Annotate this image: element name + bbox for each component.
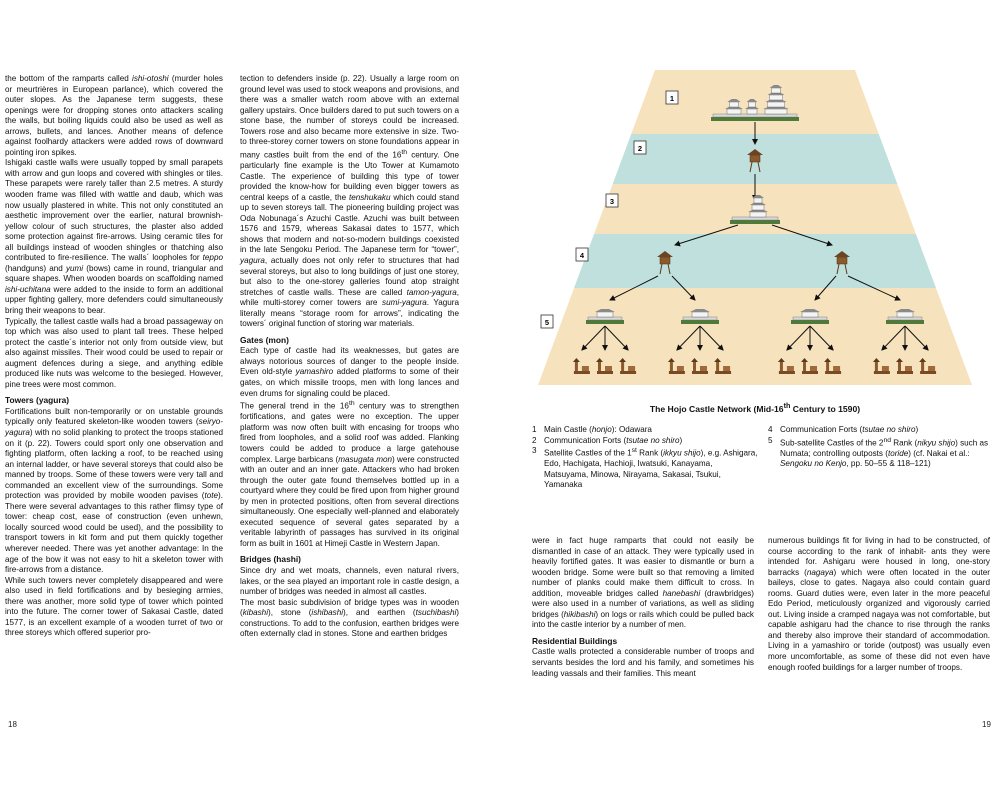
text-run: Typically, the tallest castle walls had a broad passageway on top which was also used to plant tall trees. These helped protect the castle´s interior not only from outside view, but also against missiles. Their wood could be used to repair or augment defences during a siege, and anything edible produced like nuts was welcome to the besieged. However, pine trees were most common. — [5, 316, 223, 389]
text-run: numerous buildings fit for living in had to be constructed, of course according to the rank of inhabit- ants they were intended for. Ashigaru were housed in long, one-story barracks ( — [768, 536, 990, 577]
italic-term: yamashiro — [295, 367, 334, 377]
legend-number: 5 — [768, 435, 773, 445]
superscript: th — [401, 148, 408, 156]
text-run: . Yagura literally means “storage room for arrows”, indicating the towers´ original function of storing war materials. — [240, 298, 459, 329]
text-run: were added to the inside to form an additional upper fighting gallery, more defenders could simultaneously bring their weapons to bear. — [5, 284, 223, 316]
text-run: Ishigaki castle walls were usually topped by small parapets with arrow and gun loops and covered with shingles or tiles. These parapets were rarely taller than 2.5 metres. A sturdy wooden frame was filled with wattle and daub, which was now usually plastered in white. This not only constituted an aesthetic improvement over the earlier, natural brownish-yellow colour of such structures, the plaster also added some protection against fire-arrows. Using ceramic tiles for all buildings instead of wooden shingles or thatching also contributed to fire-resilience. The walls´ loopholes for — [5, 158, 223, 263]
text-run: , actually does not only refer to structures that had several storeys, but also to long buildings of just one storey, but also to the one-storey galleries found atop straight stretches of castle walls. These are called — [240, 256, 459, 297]
legend-right — [768, 425, 993, 470]
text-run: ): Odawara — [611, 425, 652, 434]
right-page-column-1 — [532, 536, 754, 679]
italic-term: tsutae no shiro — [862, 425, 916, 434]
text-run: Since dry and wet moats, channels, even natural rivers, lakes, or the sea played an important role in castle design, a number of bridges was needed in almost all castles. — [240, 565, 459, 597]
text-run: Satellite Castles of the 1 — [544, 448, 632, 458]
paragraph — [240, 399, 459, 549]
legend-left — [532, 425, 758, 491]
text-run: Communication Forts ( — [780, 425, 863, 434]
legend-number: 4 — [768, 425, 773, 434]
text-run: ) — [915, 425, 919, 434]
page-number-right: 19 — [982, 720, 991, 729]
text-run: added platforms to some of their gates, on which missile troops, men with long lances and even drums for signaling could be placed. — [240, 367, 459, 398]
legend-item — [768, 436, 993, 470]
section-heading: Bridges (hashi) — [240, 554, 301, 565]
italic-term: hanebashi — [662, 588, 701, 598]
text-run: century was to strengthen fortifications, and gates were no exception. The upper platform was now often built with encasing for troops who fired from loopholes, and a solid roof was added. Flanking towers could be added to produce a large gatehouse complex. Large barbicans ( — [240, 401, 460, 464]
text-run: Rank ( — [636, 448, 664, 458]
italic-term: teppo — [202, 253, 223, 263]
section-heading: Residential Buildings — [532, 635, 618, 646]
legend-item — [532, 436, 758, 447]
text-run: , pp. 50–55 & 118–121) — [846, 459, 931, 469]
italic-term: tamon-yagura — [406, 287, 457, 297]
legend-item — [532, 425, 758, 436]
text-run: ) which were often located in the outer baileys, close to gates. Nagaya also could contain guard rooms. Guard duties were, even later in the more peaceful Edo Period, meticulously organized and vigorously carried out. Living inside a cramped nagaya was not comfortable, but capable ashigaru had the chance to rise through the ranks and thereby also improve their standard of accommodation. Living in a yamashiro or toride (outpost) was usually even more uncomfortable, as some of these did not even have enough roofed buildings for a larger number of troops. — [768, 567, 990, 672]
italic-term: toride — [887, 448, 909, 458]
italic-term: yumi — [65, 263, 84, 273]
text-run: ) with no solid planking to protect the troops stationed on it (p. 22). Towers could sport only one observation and fighting platform, often lacking a roof, to be reached using an internal ladder, or have several storeys that could also be manned by troops. Some of these towers were very tall and commanded an excellent view of the surroundings. Some protection was provided by mobile wooden pavises ( — [5, 428, 223, 501]
legend-text — [780, 436, 993, 470]
legend-number: 3 — [532, 446, 537, 455]
text-run: Communication Forts ( — [544, 435, 627, 445]
text-run: ) on logs or rails which could be pulled back into the castle interior by a number of men. — [532, 609, 754, 630]
text-run: ). There were several advantages to this rather flimsy type of tower: cheap cost, ease of construction (even unhewn, locally sourced wood could be used), and the possibility to transport towers in kit form and put them quickly together wherever needed. There was yet another advantage: In the age of the bow it was not easy to hit a skeleton tower with fire-arrows from a distance. — [5, 491, 223, 575]
page-number-left: 18 — [8, 720, 17, 729]
left-page-column-2 — [240, 74, 459, 640]
text-run: were in fact huge ramparts that could not easily be dismantled in case of an attack. They were typically used in heavily fortified gates. It was easier to dismantle or burn a wooden bridge. Some were built so that removing a limited number of planks could make them difficult to cross. In addition, moveable bridges called — [532, 536, 754, 598]
italic-term: tsuchibashi — [415, 608, 457, 618]
text-run: century. One particularly fine example is the Uto Tower at Kumamoto Castle. The experience of building this type of tower provided the know-how for building even bigger towers as central keeps of a castle, the — [240, 150, 459, 202]
italic-term: seiryo-yagura — [5, 417, 223, 437]
level-label: 5 — [544, 318, 550, 327]
text-run: Each type of castle had its weaknesses, but gates are always notorious sources of danger to the people inside. Even old-style — [240, 346, 459, 377]
legend-text — [544, 425, 652, 436]
paragraph — [5, 158, 223, 316]
italic-term: tote — [204, 491, 219, 501]
text-run: ) were constructed with an outer and an inner gate. Attackers who had broken through the outer gate found themselves bottled up in a courtyard where they could be fired upon from higher ground by men in protected positions, often from several directions simultaneously. One especially well-planned and elaborately executed sequence of several gates separated by a veritable labyrinth of passages has survived in its original form as built in 1601 at Himeji Castle in Western Japan. — [240, 454, 459, 548]
text-run: ) such as Numata; controlling outposts ( — [780, 438, 989, 458]
italic-term: masugata mon — [338, 454, 393, 464]
text-run: ), stone ( — [268, 608, 312, 618]
legend-text — [544, 436, 682, 447]
legend-text — [544, 446, 758, 491]
diagram-caption — [520, 402, 990, 414]
text-run: (handguns) and — [5, 263, 66, 273]
paragraph — [768, 536, 990, 673]
hojo-castle-network-diagram — [520, 60, 990, 390]
legend-number: 1 — [532, 425, 537, 434]
text-run: ) constructions. To add to the confusion, earthen bridges were often externally clad in stones. Stone and earthen bridges — [240, 608, 459, 639]
text-run: ) — [679, 435, 683, 445]
text-run: which could stand up to seven storeys tall. The pioneering building project was Oda Nobunaga´s Azuchi Castle. Azuchi was built between 1576 and 1579, whereas Sakasai dates to 1577, which shows that modern and not-so-modern buildings coexisted in the late Sengoku Period. The Japanese term for “tower”, — [240, 192, 459, 255]
text-run: The most basic subdivision of bridge types was in wooden ( — [240, 597, 459, 618]
italic-term: Sengoku no Kenjo — [780, 459, 847, 469]
text-run: Sub-satellite Castles of the 2 — [780, 438, 884, 448]
paragraph — [5, 74, 223, 158]
text-run: , while multi-storey corner towers are — [240, 287, 459, 308]
text-run: (drawbridges) were also used in a number of variations, as well as sliding bridges ( — [532, 588, 754, 619]
italic-term: tsutae no shiro — [626, 435, 680, 445]
italic-term: yagura — [240, 256, 265, 266]
superscript: th — [348, 400, 355, 408]
italic-term: tenshukaku — [348, 192, 391, 202]
section-heading: Gates (mon) — [240, 334, 289, 345]
paragraph — [240, 74, 459, 330]
italic-term: sumi-yagura — [382, 298, 427, 308]
caption-superscript: th — [783, 402, 791, 410]
legend-text — [780, 425, 918, 436]
text-run: (murder holes or meurtrières in European parlance), which covered the outer slopes. As the Japanese term suggests, these openings were for dropping stones onto attackers scaling the walls, but boiling liquids could also be used as well as arrows, bullets, and lances. Another means of defence against foolhardy attackers were added rows of downward pointing iron spikes. — [5, 74, 223, 157]
level-label: 1 — [669, 94, 675, 103]
text-run: Fortifications built non-temporarily or on unstable grounds typically only featured skeleton-like wooden towers ( — [5, 406, 223, 427]
text-run: the bottom of the ramparts called — [5, 74, 133, 83]
caption-text-post: Century to 1590) — [790, 403, 861, 414]
legend-item — [532, 446, 758, 491]
paragraph — [532, 647, 754, 679]
pyramid-band-level-4 — [574, 234, 936, 288]
paragraph — [240, 346, 459, 399]
italic-term: honjo — [591, 425, 612, 434]
level-label: 4 — [579, 251, 585, 260]
text-run: While such towers never completely disappeared and were also used in field fortifications and by besieging armies, there was another, more solid type of tower which pointed into the future. The corner tower of Sakasai Castle, dated 1577, is an excellent example of a wooden turret of two or three storeys which offered superior pro- — [5, 575, 223, 638]
text-run: Rank ( — [890, 438, 918, 448]
legend-number: 2 — [532, 435, 537, 445]
legend-item — [768, 425, 993, 436]
italic-term: ishibashi — [311, 608, 344, 618]
paragraph — [240, 566, 459, 598]
italic-term: ishi-uchitana — [5, 284, 51, 294]
level-label: 2 — [637, 144, 643, 153]
text-run: tection to defenders inside (p. 22). Usually a large room on ground level was used to stock weapons and provisions, and there was a smaller watch room above with an external gallery upstairs. Once builders dared to put such towers on a stone base, the number of storeys could be increased. Towers rose and also became more extensive in size. Two- to three-storey corner towers on stone foundations appear in many castles built from the end of the 16 — [240, 74, 459, 160]
text-run: ), e.g. Ashigara, Edo, Hachigata, Hachioji, Iwatsuki, Kanayama, Matsuyama, Minowa, Nirayama, Sakasai, Tsukui, Yamanaka — [544, 448, 758, 490]
text-run: Main Castle ( — [544, 425, 592, 434]
italic-term: nagaya — [806, 567, 834, 577]
text-run: (bows) came in round, triangular and square shapes. When wooden boards on scaffolding named — [5, 263, 223, 284]
text-run: ) (cf. Nakai et al.: — [908, 448, 970, 458]
text-run: Castle walls protected a considerable number of troops and servants besides the lord and his family, and sometimes his leading vassals and their families. This meant — [532, 647, 754, 678]
text-run: The general trend in the 16 — [240, 401, 349, 411]
paragraph — [5, 317, 223, 391]
paragraph — [532, 536, 754, 631]
superscript: st — [631, 447, 637, 454]
italic-term: kibashi — [242, 608, 269, 618]
superscript: nd — [883, 436, 891, 444]
section-heading: Towers (yagura) — [5, 395, 70, 406]
caption-text-pre: The Hojo Castle Network (Mid-16 — [649, 403, 784, 414]
paragraph — [240, 598, 459, 640]
left-page-column-1 — [5, 74, 223, 639]
italic-term: ishi-otoshi — [132, 74, 169, 83]
text-run: ), and earthen ( — [343, 608, 416, 618]
right-page-column-2 — [768, 536, 990, 673]
italic-term: hikibashi — [563, 609, 596, 619]
paragraph — [5, 407, 223, 576]
italic-term: ikkyu shijo — [663, 448, 701, 458]
paragraph — [5, 576, 223, 639]
italic-term: nikyu shijo — [917, 438, 956, 448]
level-label: 3 — [609, 197, 615, 206]
